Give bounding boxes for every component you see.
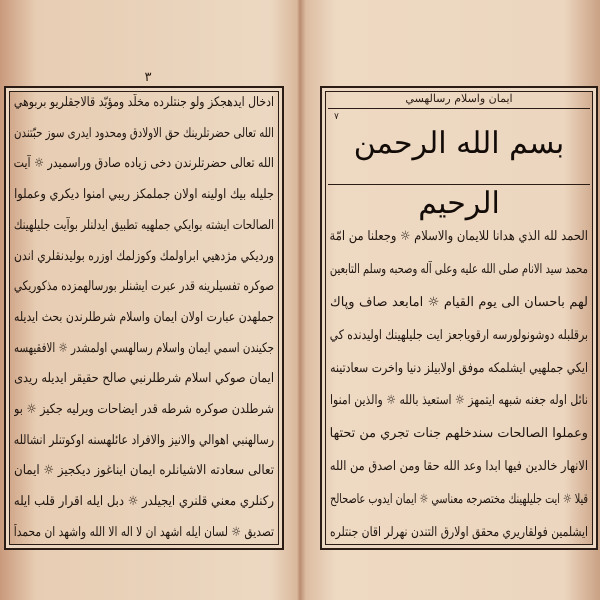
text-line: تصديق ☼ لسان ايله اشهد ان لا اله الا الله واشهد ان محمداً — [14, 524, 274, 540]
right-page — [302, 0, 600, 600]
right-text-block — [330, 228, 588, 542]
right-text-frame — [320, 86, 598, 550]
text-line: محمد سيد الانام صلى الله عليه وعلى آله وصحبه وسلم التابعين — [329, 261, 588, 277]
text-line: الصالحات ايشته بوايكي جملهيه تطبيق ايدلنلر بوآيت جليلهينك — [14, 217, 274, 233]
text-line: جليله بيك اولينه اولان جملمكز ريبي امنوا ديكري وعملوا — [14, 187, 274, 203]
running-header: ايمان واسلام رسالهسي — [405, 92, 513, 105]
text-line: الله تعالى حضرتلرندن دخى زياده صادق وراسميدر ☼ آيت — [13, 156, 274, 172]
page-number: ٣ — [144, 70, 152, 85]
header-divider — [328, 108, 590, 109]
left-text-block — [14, 94, 274, 542]
text-line: تعالى سعادته الاشيانلره ايمان ايناغوز ديكجيز ☼ ايمان — [14, 463, 274, 479]
text-line: ورديكي مژدهيي ابراولمك وكوزلمك اوزره بوليدنقلري اندن — [14, 248, 274, 264]
text-line: برقلبله دوشونولورسه ارقوياجعز ايت جليلهينك اوليدنده كي — [329, 327, 588, 343]
text-line: ايكي جملهيي ايشلمكه موفق اولابيلز دنيا واخرت سعادتينه — [330, 360, 588, 376]
text-line: ايمان صوكي اسلام شرطلرنبي صالح حقيقر ايديله ريدى — [14, 371, 274, 387]
basmala-calligraphy: بسم الله الرحمن الرحيم — [353, 126, 565, 221]
text-line: ايشلمين فولقاريري محقق اولارق التندن نهرلر اقان جنتلره — [329, 524, 588, 540]
text-line: الانهار خالدين فيها ابدا وعد الله حقا ومن اصدق من الله — [329, 459, 588, 475]
basmala-divider — [328, 184, 590, 185]
text-line: صوكره تفسيلرينه قدر عبرت ايشنلر بورسالهمزده مذكوريكي — [14, 279, 274, 295]
text-line: الله تعالى حضرتلرينك حق الاولادق ومحدود ايدرى سوز حبّتندن — [14, 125, 274, 141]
text-line: جملهدن عبارت اولان ايمان واسلام شرطلرندن بحث ايديله — [14, 309, 274, 325]
text-line: ادخال ايدهجكز ولو جنتلرده مخلّد ومؤبّد قالاجقلريو بربوهي — [13, 95, 274, 110]
text-line: الحمد لله الذي هدانا للايمان والاسلام ☼ وجعلنا من امّة — [329, 229, 588, 244]
text-line: ركنلري معني قلنري ايجيلدر ☼ دبل ايله اقرار قلب ايله — [13, 494, 274, 510]
text-line: قيلا ☼ ايت جليلهينك مختصرجه معناسي ☼ ايمان ايدوب عاصحالح — [330, 492, 588, 507]
left-text-frame — [4, 86, 284, 550]
text-line: رسالهنبي اهوالي والانيز والافراد عائلهسنه اوكوتنلر انشالله — [13, 432, 274, 448]
text-line: وعملوا الصالحات سندخلهم جنات تجري من تحتها — [329, 426, 588, 442]
text-line: جكيندن اسمي ايمان واسلام رسالهسي اولمشدر ☼ الافقيهسه — [13, 340, 274, 356]
text-line: لهم باحسان الى يوم القيام ☼ امابعد صاف وپاك — [330, 294, 588, 310]
corner-mark: ٧ — [334, 112, 339, 122]
text-line: شرطلدن صوكره شرطه قدر ايضاحات ويرليه جكيز ☼ بو — [13, 402, 274, 418]
text-line: نائل اوله جغنه شبهه ايتمهز ☼ استعيذ بالله ☼ والذين امنوا — [329, 393, 588, 409]
